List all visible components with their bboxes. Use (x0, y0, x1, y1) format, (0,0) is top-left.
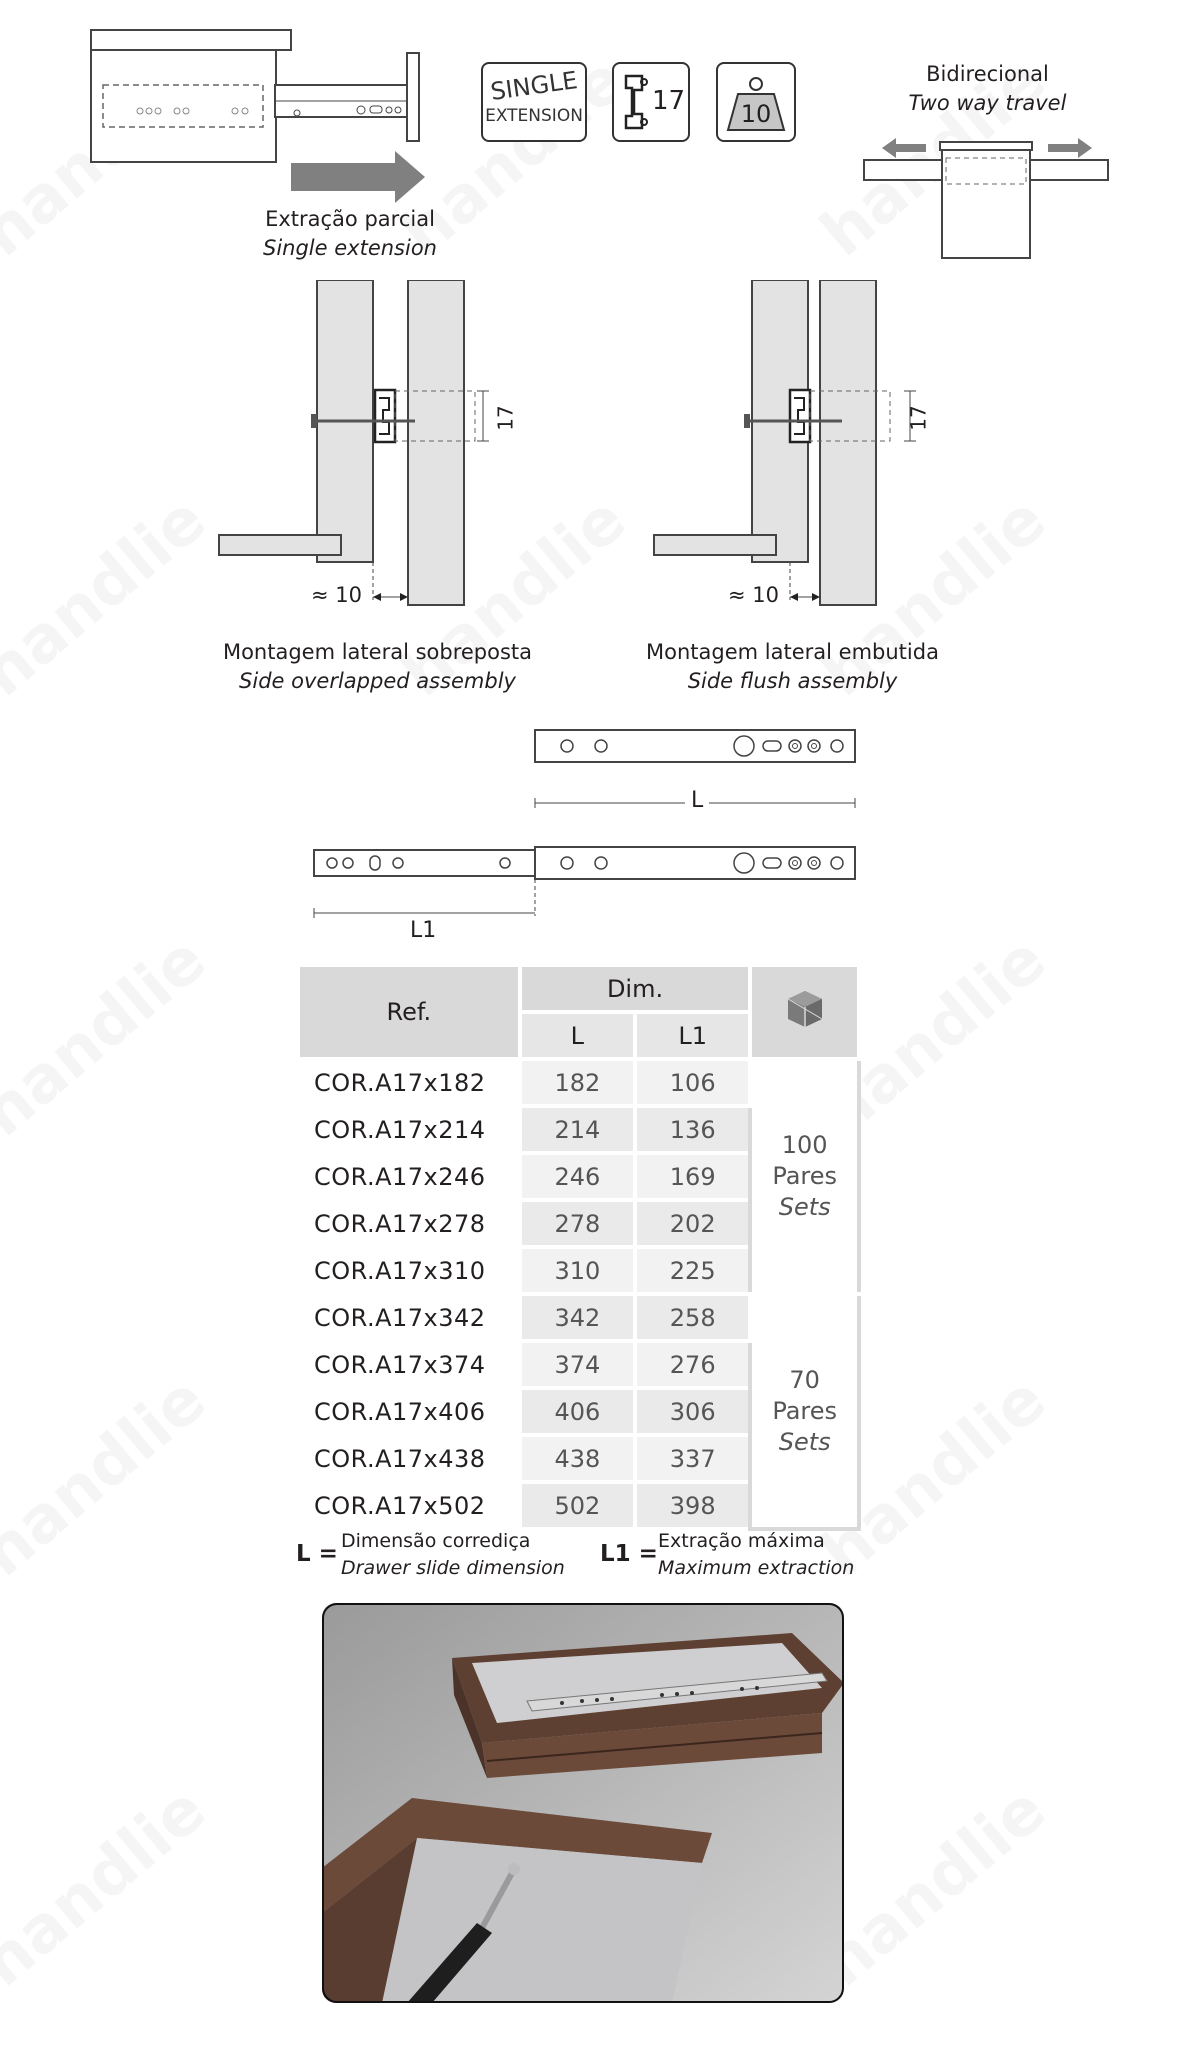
table-row (298, 1294, 859, 1341)
head-packaging (750, 965, 859, 1059)
bidir-pt: Bidirecional (926, 62, 1049, 86)
overlapped-caption (205, 638, 550, 696)
right-gap-dim: ≈ 10 (728, 583, 779, 607)
cell-ref: COR.A17x278 (298, 1200, 520, 1247)
pack1-qty: 100 (781, 1131, 828, 1159)
watermark (807, 1773, 1059, 2002)
packaging-group-2 (750, 1294, 859, 1529)
legend-L1-key: L1 = (600, 1541, 658, 1567)
legend-L1 (600, 1528, 880, 1582)
cell-L1: 276 (635, 1341, 750, 1388)
slide-dimension-drawing (300, 720, 870, 920)
table-row (298, 1059, 859, 1106)
cell-L: 406 (520, 1388, 635, 1435)
single-extension-slide-drawing (85, 25, 450, 225)
overlapped-en: Side overlapped assembly (239, 669, 516, 693)
cell-L: 182 (520, 1059, 635, 1106)
cell-L1: 225 (635, 1247, 750, 1294)
watermark (0, 1363, 220, 1592)
badge-weight-value: 10 (740, 100, 772, 128)
overlapped-pt: Montagem lateral sobreposta (222, 640, 533, 664)
cell-ref: COR.A17x310 (298, 1247, 520, 1294)
cell-L: 502 (520, 1482, 635, 1529)
spec-table (296, 963, 861, 1531)
cell-L: 214 (520, 1106, 635, 1153)
pack1-en: Sets (778, 1193, 831, 1221)
cell-L1: 202 (635, 1200, 750, 1247)
flush-caption (620, 638, 965, 696)
cell-L1: 398 (635, 1482, 750, 1529)
watermark (0, 483, 220, 712)
cell-ref: COR.A17x406 (298, 1388, 520, 1435)
legend-L1-en: Maximum extraction (658, 1557, 855, 1579)
legend-L-pt: Dimensão corrediça (341, 1530, 531, 1552)
rail-height-badge (612, 62, 690, 142)
extraction-caption (240, 205, 460, 263)
two-way-travel-drawing (862, 128, 1112, 263)
cell-L: 310 (520, 1247, 635, 1294)
legend-L-en: Drawer slide dimension (341, 1557, 565, 1579)
head-dim: Dim. (520, 965, 751, 1012)
head-L1: L1 (635, 1012, 750, 1059)
rail-profile-icon (620, 72, 652, 132)
packaging-group-1 (750, 1059, 859, 1294)
extraction-en: Single extension (263, 236, 437, 260)
bidirectional-caption (880, 60, 1095, 118)
cell-L1: 169 (635, 1153, 750, 1200)
flush-en: Side flush assembly (687, 669, 898, 693)
pack2-en: Sets (778, 1428, 831, 1456)
cell-L: 278 (520, 1200, 635, 1247)
cell-ref: COR.A17x374 (298, 1341, 520, 1388)
cell-ref: COR.A17x438 (298, 1435, 520, 1482)
legend-L (296, 1528, 586, 1582)
flush-assembly-drawing (650, 280, 960, 610)
cell-L1: 136 (635, 1106, 750, 1153)
label-L: L (685, 788, 709, 813)
cell-L1: 258 (635, 1294, 750, 1341)
single-extension-badge (481, 62, 587, 142)
badge-height-value: 17 (652, 86, 686, 116)
load-capacity-badge (716, 62, 796, 142)
head-ref: Ref. (298, 965, 520, 1059)
cell-L: 374 (520, 1341, 635, 1388)
left-gap-dim: ≈ 10 (311, 583, 362, 607)
cell-ref: COR.A17x502 (298, 1482, 520, 1529)
box-icon (785, 988, 825, 1030)
right-height-dim: 17 (906, 405, 931, 431)
legend-L-key: L = (296, 1541, 338, 1567)
cell-L: 246 (520, 1153, 635, 1200)
head-L: L (520, 1012, 635, 1059)
flush-pt: Montagem lateral embutida (646, 640, 939, 664)
product-photo (322, 1603, 844, 2003)
pack1-pt: Pares (772, 1162, 838, 1190)
watermark (0, 1773, 220, 2002)
extraction-pt: Extração parcial (265, 207, 435, 231)
cell-L1: 306 (635, 1388, 750, 1435)
legend-L1-pt: Extração máxima (658, 1530, 825, 1552)
cell-L: 342 (520, 1294, 635, 1341)
cell-ref: COR.A17x214 (298, 1106, 520, 1153)
cell-ref: COR.A17x342 (298, 1294, 520, 1341)
watermark (0, 923, 220, 1152)
badge-extension-label: EXTENSION (485, 106, 583, 126)
pack2-qty: 70 (789, 1366, 820, 1394)
cell-ref: COR.A17x182 (298, 1059, 520, 1106)
badge-single-label: SINGLE (488, 66, 580, 106)
left-height-dim: 17 (493, 405, 518, 431)
pack2-pt: Pares (772, 1397, 838, 1425)
cell-L1: 106 (635, 1059, 750, 1106)
bidir-en: Two way travel (908, 91, 1067, 115)
cell-L1: 337 (635, 1435, 750, 1482)
overlapped-assembly-drawing (215, 280, 525, 610)
label-L1: L1 (410, 918, 437, 943)
cell-ref: COR.A17x246 (298, 1153, 520, 1200)
cell-L: 438 (520, 1435, 635, 1482)
